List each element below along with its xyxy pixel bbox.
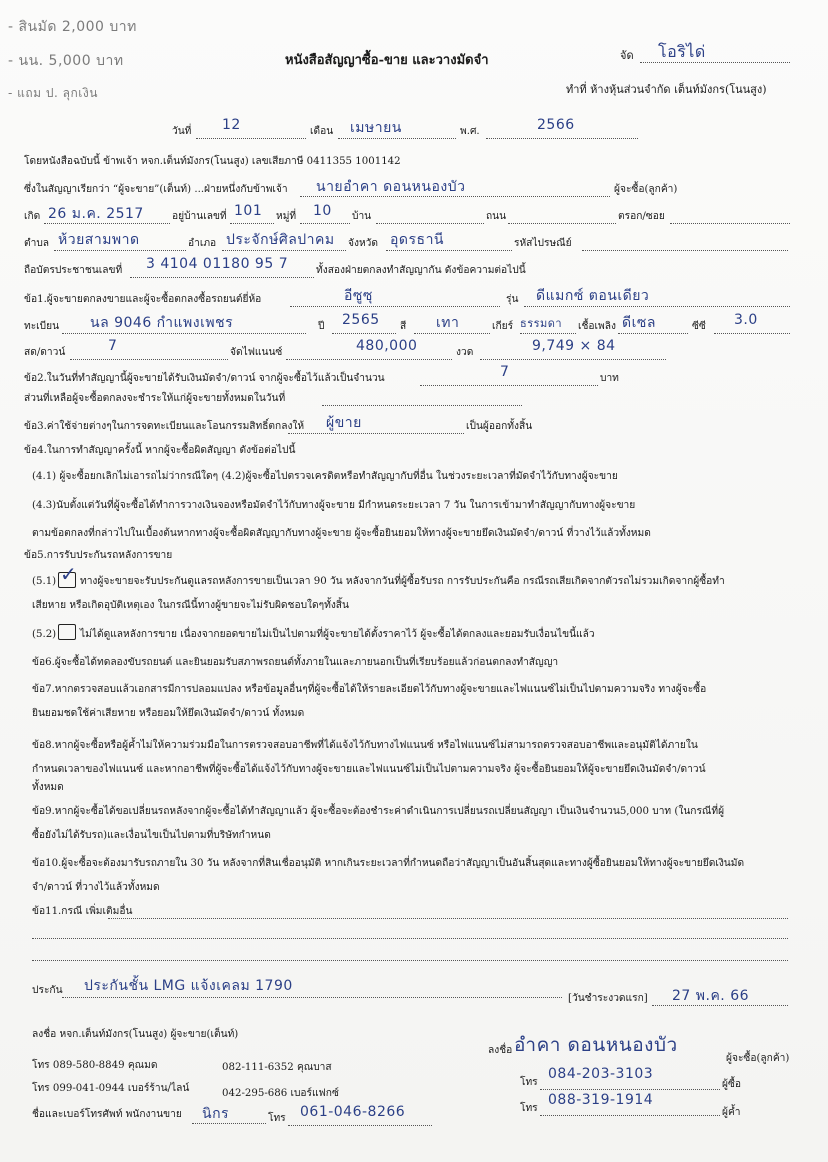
- id-value: 3 4104 01180 95 7: [146, 256, 289, 272]
- id-suffix: ทั้งสองฝ่ายตกลงทำสัญญากัน ดังข้อความต่อไปนี้: [316, 265, 526, 276]
- clause9-a: ข้อ9.หากผู้จะซื้อได้ขอเปลี่ยนรถหลังจากผู้จะซื้อได้ทำสัญญาแล้ว ผู้จะซื้อจะต้องชำระค่าดำเนินการเปลี่ยนรถเปลี่ยนสัญญา เป็นเงินจำนวน5,000 บาท (ในกรณีที่ผู้: [32, 806, 725, 817]
- clause8-b: กำหนดเวลาของไฟแนนซ์ และหากอาชีพที่ผู้จะซื้อได้แจ้งไว้กับทางผู้จะขายและไฟแนนซ์ไม่เป็นไปตามความจริง ผู้จะซื้อยินยอมให้ผู้จะขายยึดเงินมัดจำ/ดาวน์: [32, 764, 706, 775]
- gear-label: เกียร์: [492, 321, 514, 332]
- cc-label: ซีซี: [692, 321, 706, 332]
- clause2-rest: ส่วนที่เหลือผู้จะซื้อตกลงจะชำระให้แก่ผู้จะขายทั้งหมดในวันที่: [24, 393, 286, 404]
- clause5-opt1-label: (5.1): [32, 576, 57, 587]
- tambon-label: ตำบล: [24, 238, 50, 249]
- day-label: วันที่: [172, 126, 192, 137]
- month-value: เมษายน: [350, 120, 402, 136]
- clause2-amount: 7: [500, 364, 510, 380]
- buyer-tel-label: โทร: [520, 1077, 538, 1088]
- province-label: จัด: [620, 49, 634, 62]
- seller-signature: ลงชื่อ หจก.เต็นท์มังกร(โนนสูง) ผู้จะขาย(เต็นท์): [32, 1029, 239, 1040]
- buyer-suffix: ผู้จะซื้อ(ลูกค้า): [614, 184, 678, 195]
- insurance-label: ประกัน: [32, 985, 63, 996]
- clause10-a: ข้อ10.ผู้จะซื้อจะต้องมารับรถภายใน 30 วัน หลังจากที่สินเชื่ออนุมัติ หากเกินระยะเวลาที่กำหนดถือว่าสัญญาเป็นอันสิ้นสุดและทางผู้ซื้อยินยอมให้ทางผู้จะขายยึดเงินมัด: [32, 858, 745, 869]
- birth-value: 26 ม.ค. 2517: [48, 206, 144, 222]
- clause4-item3a: (4.3)นับตั้งแต่วันที่ผู้จะซื้อได้ทำการวางเงินจองหรือมัดจำไว้กับทางผู้จะขาย มีกำหนดระยะเวลา 7 วัน ในการเข้ามาทำสัญญากับทางผู้จะขาย: [32, 500, 636, 511]
- buyer-tel: 084-203-3103: [548, 1066, 654, 1082]
- clause4-item3b: ตามข้อตกลงที่กล่าวไปในเบื้องต้นหากทางผู้จะซื้อผิดสัญญากับทางผู้จะขาย ผู้จะซื้อยินยอมให้ทางผู้จะขายยึดเงินมัดจำ/ดาวน์ ที่วางไว้แล้วทั้งหมด: [32, 528, 651, 539]
- checkmark-icon: ✓: [60, 562, 77, 586]
- color-label: สี: [400, 321, 407, 332]
- down-label: สด/ดาวน์: [24, 347, 66, 358]
- finance-label: จัดไฟแนนซ์: [230, 347, 283, 358]
- color-value: เทา: [436, 315, 460, 331]
- soi-label: ตรอก/ซอย: [618, 211, 665, 222]
- clause8-a: ข้อ8.หากผู้จะซื้อหรือผู้ค้ำไม่ให้ความร่วมมือในการตรวจสอบอาชีพที่ได้แจ้งไว้กับทางไฟแนนซ์ หรือไฟแนนซ์ไม่สามารถตรวจสอบอาชีพและอนุมัติได้ภายใน: [32, 740, 698, 751]
- phone-3: โทร 099-041-0944 เบอร์ร้าน/ไลน์: [32, 1083, 190, 1094]
- road-label: ถนน: [486, 211, 507, 222]
- buyer-sign-label: ลงชื่อ: [488, 1045, 513, 1056]
- amphoe-value: ประจักษ์ศิลปาคม: [226, 232, 335, 248]
- clause5-opt1-cont: เสียหาย หรือเกิดอุบัติเหตุเอง ในกรณีนี้ทางผู้ขายจะไม่รับผิดชอบใดๆทั้งสิ้น: [32, 600, 349, 611]
- clause5-opt2-label: (5.2): [32, 629, 57, 640]
- reg-value: นล 9046 กำแพงเพชร: [90, 315, 234, 331]
- note-payment: - นน. 5,000 บาท: [8, 53, 124, 69]
- car-year-label: ปี: [318, 321, 325, 332]
- phone-1: โทร 089-580-8849 คุณมด: [32, 1060, 158, 1071]
- staff-tel-label: โทร: [268, 1113, 286, 1124]
- note-deposit: - สินมัด 2,000 บาท: [8, 19, 137, 35]
- id-label: ถือบัตรประชาชนเลขที่: [24, 265, 123, 276]
- clause2-text: ข้อ2.ในวันที่ทำสัญญานี้ผู้จะขายได้รับเงินมัดจำ/ดาวน์ จากผู้จะซื้อไว้แล้วเป็นจำนวน: [24, 373, 385, 384]
- location-line: ทำที่ ห้างหุ้นส่วนจำกัด เต็นท์มังกร(โนนสูง): [566, 83, 767, 96]
- clause3-who: ผู้ขาย: [326, 415, 362, 431]
- guarantor-tel-label: โทร: [520, 1103, 538, 1114]
- fuel-value: ดีเซล: [622, 315, 656, 331]
- gear-value: ธรรมดา: [520, 317, 563, 330]
- day-value: 12: [222, 117, 241, 133]
- phone-2: 082-111-6352 คุณบาส: [222, 1062, 332, 1073]
- note-gift: - แถม ป. ลุกเงิน: [8, 86, 98, 100]
- reg-label: ทะเบียน: [24, 321, 60, 332]
- fuel-label: เชื้อเพลิง: [578, 321, 616, 332]
- car-year: 2565: [342, 312, 380, 328]
- clause3-text: ข้อ3.ค่าใช้จ่ายต่างๆในการจดทะเบียนและโอนกรรมสิทธิ์ตกลงให้: [24, 421, 305, 432]
- car-model-label: รุ่น: [506, 294, 519, 305]
- house-label: อยู่บ้านเลขที่: [172, 211, 227, 222]
- clause3-suffix: เป็นผู้ออกทั้งสิ้น: [466, 421, 533, 432]
- buyer-name: นายอำคา ดอนหนองบัว: [316, 179, 466, 195]
- clause2-unit: บาท: [600, 373, 619, 384]
- clause5-opt2-text: ไม่ได้ดูแลหลังการขาย เนื่องจากยอดขายไม่เป็นไปตามที่ผู้จะขายได้ตั้งราคาไว้ ผู้จะซื้อได้ตกลงและยอมรับเงื่อนไขนี้แล้ว: [80, 629, 595, 640]
- car-model: ดีแมกซ์ ตอนเดียว: [536, 288, 650, 304]
- house-value: 101: [234, 203, 263, 219]
- no-warranty-checkbox[interactable]: [58, 624, 76, 640]
- tambon-value: ห้วยสามพาด: [58, 232, 140, 248]
- finance-value: 480,000: [356, 338, 418, 354]
- clause5-opt1-text: ทางผู้จะขายจะรับประกันดูแลรถหลังการขายเป็นเวลา 90 วัน หลังจากวันที่ผู้ซื้อรับรถ การรับประกันคือ กรณีรถเสียเกิดจากตัวรถไม่รวมเกิดจากผู้ซื้อทำ: [80, 576, 725, 587]
- clause11: ข้อ11.กรณี เพิ่มเติมอื่น: [32, 906, 133, 917]
- first-due-value: 27 พ.ค. 66: [672, 988, 750, 1004]
- village-label: บ้าน: [352, 211, 372, 222]
- year-value: 2566: [537, 117, 575, 133]
- province-field-label: จังหวัด: [348, 238, 378, 249]
- guarantor-tel: 088-319-1914: [548, 1092, 654, 1108]
- guarantor-role: ผู้ค้ำ: [722, 1107, 741, 1118]
- clause4-title: ข้อ4.ในการทำสัญญาครั้งนี้ หากผู้จะซื้อผิดสัญญา ดังข้อต่อไปนี้: [24, 445, 296, 456]
- moo-label: หมู่ที่: [276, 211, 297, 222]
- phone-4: 042-295-686 เบอร์แฟกซ์: [222, 1088, 339, 1099]
- clause7-a: ข้อ7.หากตรวจสอบแล้วเอกสารมีการปลอมแปลง หรือข้อมูลอื่นๆที่ผู้จะซื้อได้ให้รายละเอียดไว้กับทางผู้จะขายและไฟแนนซ์ไม่เป็นไปตามความจริง ทางผู้จะซื้อ: [32, 684, 707, 695]
- clause6: ข้อ6.ผู้จะซื้อได้ทดลองขับรถยนต์ และยินยอมรับสภาพรถยนต์ทั้งภายในและภายนอกเป็นที่เรียบร้อยแล้วก่อนตกลงทำสัญญา: [32, 657, 559, 668]
- staff-tel: 061-046-8266: [300, 1104, 406, 1120]
- buyer-tel-role: ผู้ซื้อ: [722, 1079, 742, 1090]
- first-due-label: [วันชำระงวดแรก]: [568, 993, 648, 1004]
- amphoe-label: อำเภอ: [188, 238, 217, 249]
- postcode-label: รหัสไปรษณีย์: [514, 238, 572, 249]
- car-brand: อีซูซุ: [344, 288, 373, 304]
- installment-label: งวด: [456, 347, 474, 358]
- insurance-value: ประกันชั้น LMG แจ้งเคลม 1790: [84, 978, 293, 994]
- cc-value: 3.0: [734, 312, 758, 328]
- installment-value: 9,749 × 84: [532, 338, 616, 354]
- buyer-signature: อำคา ดอนหนองบัว: [514, 1034, 678, 1056]
- document-title: หนังสือสัญญาซื้อ-ขาย และวางมัดจำ: [285, 53, 489, 68]
- buyer-prefix: ซึ่งในสัญญาเรียกว่า “ผู้จะขาย”(เต็นท์) ...ฝ่ายหนึ่งกับข้าพเจ้า: [24, 184, 288, 195]
- moo-value: 10: [313, 203, 332, 219]
- clause8-c: ทั้งหมด: [32, 782, 64, 793]
- staff-label: ชื่อและเบอร์โทรศัพท์ พนักงานขาย: [32, 1109, 182, 1120]
- down-value: 7: [108, 338, 118, 354]
- year-label: พ.ศ.: [460, 126, 480, 137]
- intro-line: โดยหนังสือฉบับนี้ ข้าพเจ้า หจก.เต็นท์มังกร(โนนสูง) เลขเสียภาษี 0411355 1001142: [24, 156, 401, 167]
- clause7-b: ยินยอมชดใช้ค่าเสียหาย หรือยอมให้ยึดเงินมัดจำ/ดาวน์ ทั้งหมด: [32, 708, 305, 719]
- car-brand-label: ข้อ1.ผู้จะขายตกลงขายและผู้จะซื้อตกลงซื้อรถยนต์ยี่ห้อ: [24, 294, 262, 305]
- clause9-b: ซื้อยังไม่ได้รับรถ)และเงื่อนไขเป็นไปตามที่บริษัทกำหนด: [32, 830, 271, 841]
- clause4-item1: (4.1) ผู้จะซื้อยกเลิกไม่เอารถไม่ว่ากรณีใดๆ (4.2)ผู้จะซื้อไปตรวจเครดิตหรือทำสัญญากับที่อื่น ในช่วงระยะเวลาที่มัดจำไว้กับทางผู้จะขาย: [32, 471, 618, 482]
- month-label: เดือน: [310, 126, 334, 137]
- buyer-role: ผู้จะซื้อ(ลูกค้า): [726, 1053, 790, 1064]
- staff-name: นิกร: [202, 1106, 230, 1122]
- clause5-title: ข้อ5.การรับประกันรถหลังการขาย: [24, 550, 173, 561]
- province-value: โอริได่: [658, 42, 706, 61]
- province-field-value: อุดรธานี: [390, 232, 444, 248]
- clause10-b: จำ/ดาวน์ ที่วางไว้แล้วทั้งหมด: [32, 882, 160, 893]
- birth-label: เกิด: [24, 211, 41, 222]
